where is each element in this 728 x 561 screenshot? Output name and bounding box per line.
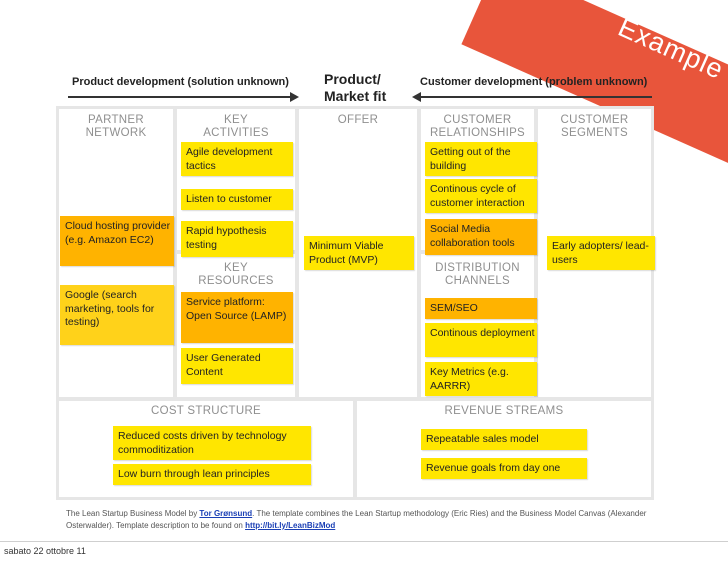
note-repeatable-sales: Repeatable sales model xyxy=(421,429,587,450)
template-link[interactable]: http://bit.ly/LeanBizMod xyxy=(245,521,336,530)
note-low-burn: Low burn through lean principles xyxy=(113,464,311,485)
note-rapid-hypothesis-testing: Rapid hypothesis testing xyxy=(181,221,293,257)
note-revenue-goals: Revenue goals from day one xyxy=(421,458,587,479)
product-market-fit-title xyxy=(324,71,386,105)
note-google-tools: Google (search marketing, tools for testing) xyxy=(60,285,174,345)
pm-line1: Product/ xyxy=(324,71,381,87)
key-activities-title: KEY ACTIVITIES xyxy=(203,114,269,139)
note-key-metrics: Key Metrics (e.g. AARRR) xyxy=(425,362,537,396)
note-user-generated-content: User Generated Content xyxy=(181,348,293,384)
offer-title: OFFER xyxy=(337,114,379,126)
note-sem-seo: SEM/SEO xyxy=(425,298,537,319)
key-resources-title: KEY RESOURCES xyxy=(198,262,274,287)
example-badge: Example xyxy=(613,12,728,85)
author-link[interactable]: Tor Grønsund xyxy=(199,509,253,518)
note-social-media: Social Media collaboration tools xyxy=(425,219,537,255)
right-arrow-line xyxy=(420,96,652,98)
left-arrow-icon xyxy=(412,92,421,102)
revenue-streams-title: REVENUE STREAMS xyxy=(444,405,564,417)
note-reduced-costs: Reduced costs driven by technology commoditization xyxy=(113,426,311,460)
note-service-platform: Service platform: Open Source (LAMP) xyxy=(181,292,293,343)
note-cloud-hosting: Cloud hosting provider (e.g. Amazon EC2) xyxy=(60,216,174,266)
note-continous-deployment: Continous deployment xyxy=(425,323,537,357)
product-development-label: Product development (solution unknown) xyxy=(72,76,289,88)
note-early-adopters: Early adopters/ lead-users xyxy=(547,236,655,270)
customer-development-label: Customer development (problem unknown) xyxy=(420,76,648,88)
note-agile-development: Agile development tactics xyxy=(181,142,293,176)
bottom-divider xyxy=(0,541,728,542)
customer-relationships-title: CUSTOMER RELATIONSHIPS xyxy=(429,114,526,139)
cost-structure-title: COST STRUCTURE xyxy=(150,405,262,417)
footer-credits: The Lean Startup Business Model by Tor Grønsund. The template combines the Lean Startup methodology (Eric Ries) and the Business Model Canvas (Alexander Osterwalder). Template description to be found on http://bit.ly/LeanBizMod xyxy=(66,509,647,530)
pm-line2: Market fit xyxy=(324,88,387,104)
customer-segments-title: CUSTOMER SEGMENTS xyxy=(560,114,629,139)
partner-network-title: PARTNER NETWORK xyxy=(85,114,147,139)
note-continous-cycle: Continous cycle of customer interaction xyxy=(425,179,537,213)
distribution-channels-title: DISTRIBUTION CHANNELS xyxy=(435,262,520,287)
note-getting-out-of-building: Getting out of the building xyxy=(425,142,537,176)
date-label: sabato 22 ottobre 11 xyxy=(4,546,86,556)
note-mvp: Minimum Viable Product (MVP) xyxy=(304,236,414,270)
note-listen-to-customer: Listen to customer xyxy=(181,189,293,210)
right-arrow-icon xyxy=(290,92,299,102)
left-arrow-line xyxy=(68,96,292,98)
